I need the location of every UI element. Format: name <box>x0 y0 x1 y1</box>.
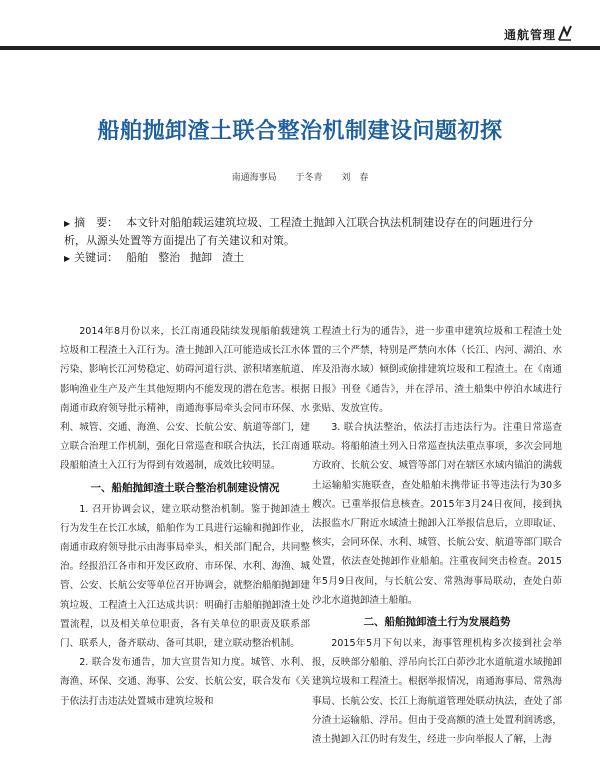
paragraph: 2. 联合发布通告，加大宣贯告知力度。城管、水利、海渔、环保、交通、海事、公安、长航公安，联合发布《关于依法打击违法处置城市建筑垃圾和 <box>60 657 310 707</box>
paragraph: 2014年8月份以来，长江南通段陆续发现船舶载建筑垃圾和工程渣土入江行为。渣土抛卸入江可能造成长江水体污染、影响长江河势稳定、妨碍河道行洪、淤积堵塞航道、影响渔业生产及产生其他短期内不能发现的潜在危害。根据南通市政府领导批示精神，南通海事局牵头会同市环保、水利、城管、交通、海渔、公安、长航公安、航道等部门，建立联合治理工作机制，强化日常巡查和联合执法，长江南通段船舶渣土入江行为得到有效遏制，成效比较明显。 <box>60 326 310 472</box>
keywords-label: 关键词： <box>74 251 119 264</box>
author-name: 于冬青 <box>295 173 323 183</box>
paragraph: 工程渣土行为的通告》，进一步重申建筑垃圾和工程渣土处置的三个严禁，特别是严禁向水体（长江、内河、湖泊、水库及沿海水域）倾倒或偷排建筑垃圾和工程渣土。在《南通日报》刊登《通告》，并在浮吊、渣土船集中停泊水域进行张贴、发放宣传。 <box>312 326 562 414</box>
paragraph: 3. 联合执法整治，依法打击违法行为。注重日常巡查联动。将船舶渣土列入日常巡查执法重点事项，多次会同地方政府、长航公安、城管等部门对在辖区水域内锚泊的满载土运输船实施联查，查处船舶未携带证书等违法行为30多艘次。已重举报信息核查。2015年3月24日夜间，接到执法报监水厂附近水域渣土抛卸入江举报信息后，立即取证、核实，会同环保、水利、城管、长航公安、航道等部门联合处置，依法查处抛卸作业船舶。注重夜间突击检查。2015年5月9日夜间，与长航公安、常熟海事局联动，查处白茆沙北水道抛卸渣土船舶。 <box>312 422 562 606</box>
triangle-bullet-icon: ▶ <box>64 254 71 263</box>
abstract-text: 本文针对船舶载运建筑垃圾、工程渣土抛卸入江联合执法机制建设存在的问题进行分析，从源头处置等方面提出了有关建议和对策。 <box>64 216 534 247</box>
keyword: 抛卸 <box>190 251 213 264</box>
header-rule <box>0 46 600 50</box>
section-heading: 一、船舶抛卸渣土联合整治机制建设情况 <box>90 481 280 494</box>
paragraph: 1. 召开协调会议，建立联动整治机制。鉴于抛卸渣土行为发生在长江水域，船舶作为工具进行运输和抛卸作业，南通市政府领导批示由海事局牵头，相关部门配合，共同整治。经报沿江各市和开发区政府、市环保、水利、海渔、城管、公安、长航公安等单位召开协调会，就整治船舶抛卸建筑垃圾、工程渣土入江达成共识：明确打击船舶抛卸渣土处置流程，以及相关单位职责，各有关单位的职责及联系部门、联系人，备齐联动、备可其职，建立联动整治机制。 <box>60 503 310 650</box>
keyword: 船舶 <box>126 251 149 264</box>
keywords <box>64 249 548 267</box>
left-column <box>60 322 310 711</box>
keyword: 渣土 <box>222 251 245 264</box>
author-affiliation: 南通海事局 <box>231 173 277 183</box>
abstract <box>64 214 548 249</box>
article-title: 船舶抛卸渣土联合整治机制建设问题初探 <box>97 119 503 144</box>
section-heading: 二、船舶抛卸渣土行为发展趋势 <box>363 616 511 629</box>
paragraph: 2015年5月下旬以来，海事管理机构多次接到社会举报，反映部分船舶、浮吊向长江白茆沙北水道航道水域抛卸建筑垃圾和工程渣土。根据举报情况，南通海事局、常熟海事局、长航公安、长江上海航道管理处联动执法，查处了部分渣土运输船、浮吊。但由于受高额的渣土处置利润诱惑，渣土抛卸入江仍时有发生，经进一步向举报人了解，上海 <box>312 638 562 746</box>
author-line <box>0 170 600 183</box>
section-label: 通航管理 <box>503 28 556 42</box>
abstract-label: 摘 要： <box>74 216 119 229</box>
abstract-block <box>64 214 548 267</box>
section-logo-icon <box>558 25 572 41</box>
author-name: 刘 春 <box>341 173 369 183</box>
right-column <box>312 322 562 749</box>
keyword: 整治 <box>158 251 181 264</box>
triangle-bullet-icon: ▶ <box>64 219 71 228</box>
